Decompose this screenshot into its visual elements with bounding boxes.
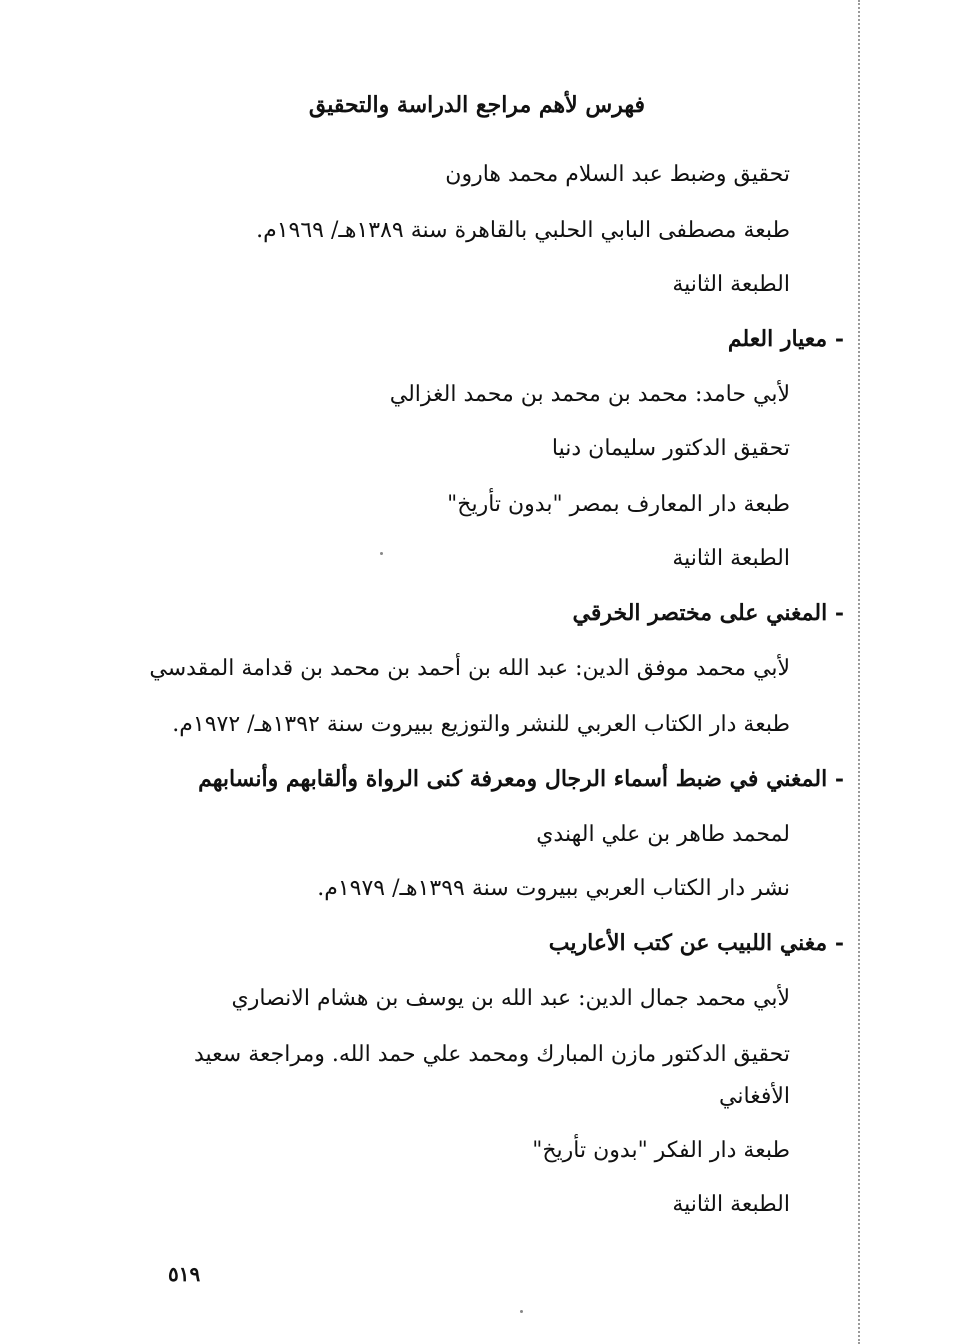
text-line-2: طبعة مصطفى البابي الحلبي بالقاهرة سنة ١٣٨٩هـ/ ١٩٦٩م. [256,218,790,243]
text-line-17: تحقيق الدكتور مازن المبارك ومحمد علي حمد الله. ومراجعة سعيد [193,1042,790,1067]
text-line-20: الطبعة الثانية [672,1192,790,1217]
entry-title-miyar-al-ilm: - معيار العلم [727,326,844,352]
page-header-title: فهرس لأهم مراجع الدراسة والتحقيق [308,92,645,118]
text-line-5: لأبي حامد: محمد بن محمد بن محمد الغزالي [389,382,790,407]
text-line-18: الأفغاني [719,1084,790,1109]
entry-title-al-mughni-khiraqi: - المغني على مختصر الخرقي [572,600,844,626]
entry-title-mughni-al-labib: - مغني اللبيب عن كتب الأعاريب [548,930,844,956]
text-line-1: تحقيق وضبط عبد السلام محمد هارون [445,162,790,187]
text-line-11: طبعة دار الكتاب العربي للنشر والتوزيع ببيروت سنة ١٣٩٢هـ/ ١٩٧٢م. [172,712,790,737]
text-line-7: طبعة دار المعارف بمصر "بدون تأريخ" [447,492,790,517]
text-line-6: تحقيق الدكتور سليمان دنيا [551,436,790,461]
text-line-19: طبعة دار الفكر "بدون تأريخ" [532,1138,790,1163]
scan-speck [520,1310,523,1313]
text-line-14: نشر دار الكتاب العربي ببيروت سنة ١٣٩٩هـ/ ١٩٧٩م. [317,876,790,901]
text-line-8: الطبعة الثانية [672,546,790,571]
scan-speck [380,552,383,555]
text-line-16: لأبي محمد جمال الدين: عبد الله بن يوسف بن هشام الانصاري [231,986,790,1011]
margin-dotted-rule [858,0,860,1344]
text-line-13: لمحمد طاهر بن علي الهندي [536,822,790,847]
page-number: ٥١٩ [168,1262,201,1286]
entry-title-al-mughni-rijal: - المغني في ضبط أسماء الرجال ومعرفة كنى الرواة وألقابهم وأنسابهم [198,766,844,792]
text-line-10: لأبي محمد موفق الدين: عبد الله بن أحمد بن محمد بن قدامة المقدسي [149,656,790,681]
text-line-3: الطبعة الثانية [672,272,790,297]
